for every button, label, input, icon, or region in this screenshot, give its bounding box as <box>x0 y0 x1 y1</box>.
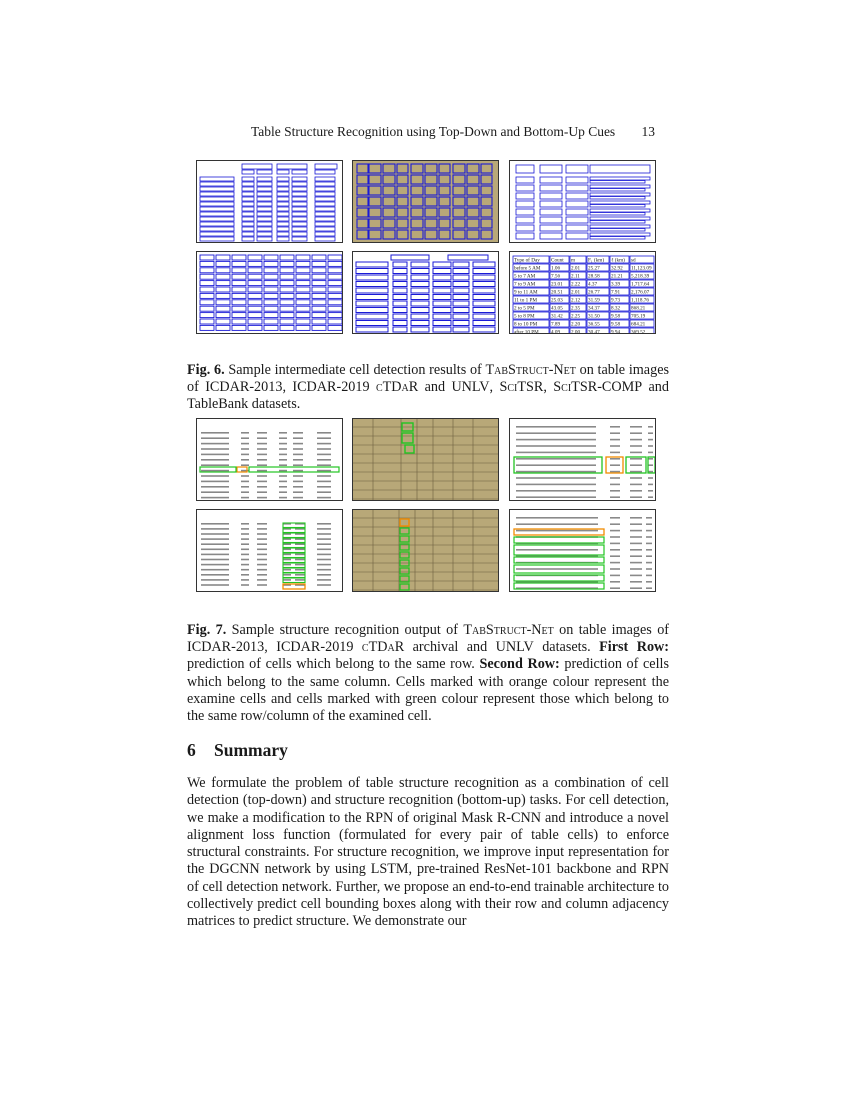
fig6-label: Fig. 6. <box>187 362 225 378</box>
tablebank-cell: 868.21 <box>631 305 646 312</box>
fig7-panel-ctdar-column <box>352 509 499 592</box>
tablebank-cell: 2.22 <box>571 281 581 288</box>
tablebank-cell: 5 to 7 AM <box>514 273 536 280</box>
figure-6 <box>196 160 656 336</box>
fig6-panel-ctdar-detection <box>352 160 499 243</box>
section-heading-summary <box>187 740 288 761</box>
tablebank-cell: 2.11 <box>571 273 580 280</box>
tablebank-cell: 31.50 <box>588 313 600 320</box>
tablebank-cell: 2,176.07 <box>631 289 650 296</box>
tablebank-cell: 2.12 <box>571 297 581 304</box>
tablebank-cell: 31.59 <box>588 297 600 304</box>
tablebank-cell: 684.21 <box>631 321 646 328</box>
tablebank-cell: 2.01 <box>571 289 581 296</box>
first-row-label: First Row: <box>599 639 670 656</box>
fig6-panel-tablebank-detection <box>509 251 656 334</box>
tablebank-cell: after 10 PM <box>514 329 539 334</box>
tablebank-cell: 7 to 9 AM <box>514 281 536 288</box>
tablebank-cell: 7.91 <box>611 289 621 296</box>
tablebank-cell: 9.73 <box>611 297 621 304</box>
section-title: Summary <box>214 740 288 760</box>
tablebank-cell: 11 to 1 PM <box>514 297 538 304</box>
tablebank-cell: 9.58 <box>611 321 621 328</box>
section-number: 6 <box>187 740 196 760</box>
tablebank-cell: 25.27 <box>588 265 600 272</box>
tablebank-cell: 9.58 <box>611 313 621 320</box>
fig6-panel-icdar2013-detection <box>196 160 343 243</box>
tablebank-cell: 705.19 <box>631 313 646 320</box>
tablebank-cell: 2.25 <box>571 313 581 320</box>
tablebank-cell: 5 to 8 PM <box>514 313 535 320</box>
tablebank-cell: 28.58 <box>588 273 600 280</box>
second-row-label: Second Row: <box>479 656 560 673</box>
tablebank-cell: 2.35 <box>571 305 581 312</box>
tablebank-cell: 7.89 <box>551 321 561 328</box>
tablebank-cell: 1,118.76 <box>631 297 649 304</box>
fig7-label: Fig. 7. <box>187 622 227 638</box>
tablebank-cell: 25.03 <box>551 297 563 304</box>
fig7-panel-ctdar-row <box>352 418 499 501</box>
tablebank-cell: 2 to 5 PM <box>514 305 535 312</box>
tablebank-cell: sd <box>631 257 636 264</box>
running-header <box>187 124 669 144</box>
summary-paragraph: We formulate the problem of table structure recognition as a combination of cell detection (top-down) and structure recognition (bottom-up) tasks. For cell detection, we make a modification to the RPN of original Mask R-CNN and introduce a novel alignment loss function (formulated for every pair of table cells) to enforce structural constraints. For structure recognition, we improve input representation for the DGCNN network by using LSTM, pre-trained ResNet-101 backbone and RPN of cell detection network. Further, we propose an end-to-end trainable architecture to collectively predict cell bounding boxes along with their row and column adjacency matrices to predict structure. We demonstrate our <box>187 775 670 930</box>
tablebank-cell: 4.37 <box>588 281 598 288</box>
fig7-panel-icdar2013-column <box>196 509 343 592</box>
tablebank-cell: 9.94 <box>611 329 621 334</box>
tablebank-cell: 1.06 <box>551 265 561 272</box>
tablebank-cell: 9 to 11 AM <box>514 289 538 296</box>
fig6-caption-text: Sample intermediate cell detection results of TabStruct-Net on table images of ICDAR-2013, ICDAR-2019 cTDaR and UNLV, SciTSR, SciTSR-COMP and TableBank datasets. <box>187 362 670 413</box>
tablebank-cell: 3.39 <box>611 281 621 288</box>
tablebank-cell: Type of Day <box>514 257 540 264</box>
fig7-panel-unlv-row <box>509 418 656 501</box>
fig6-panel-unlv-detection <box>509 160 656 243</box>
fig7-panel-icdar2013-row <box>196 418 343 501</box>
tablebank-cell: m <box>571 257 576 264</box>
tablebank-cell: 21.21 <box>611 273 623 280</box>
tablebank-cell: 11,123.09 <box>631 265 652 272</box>
tablebank-cell: 4.09 <box>551 329 561 334</box>
tablebank-cell: 369.52 <box>631 329 646 334</box>
fig6-panel-scitsr-comp-detection <box>352 251 499 334</box>
tablebank-cell: 30.47 <box>588 329 600 334</box>
tablebank-cell: 2.01 <box>571 265 581 272</box>
figure-7-caption: Fig. 7. Sample structure recognition output of TabStruct-Net on table images of ICDAR-2013, ICDAR-2019 cTDaR archival and UNLV datasets. First Row: prediction of cells which belong to the same row. Second Row: prediction of cells which belong to the same column. Cells marked with orange colour represent the examine cells and cells marked with green colour represent those which belong to the same row/column of the examined cell. <box>187 622 670 725</box>
tablebank-cell: 1,717.64 <box>631 281 650 288</box>
tablebank-cell: 20.51 <box>551 289 563 296</box>
tablebank-cell: 34.37 <box>588 305 600 312</box>
tablebank-cell: 32.92 <box>611 265 623 272</box>
tablebank-cell: 7.56 <box>551 273 561 280</box>
tablebank-cell: before 5 AM <box>514 265 541 272</box>
fig6-panel-scitsr-detection <box>196 251 343 334</box>
fig7-panel-unlv-column <box>509 509 656 592</box>
tablebank-cell: F₁ (km) <box>588 257 605 264</box>
running-title: Table Structure Recognition using Top-Down and Bottom-Up Cues <box>251 124 616 139</box>
tablebank-cell: 2.00 <box>571 329 581 334</box>
tablebank-cell: 43.05 <box>551 305 563 312</box>
tablebank-cell: ℓ (km) <box>611 257 625 264</box>
figure-6-caption <box>187 362 669 414</box>
figure-7 <box>196 418 656 594</box>
tablebank-cell: Count <box>551 257 564 264</box>
tablebank-cell: 5,218.39 <box>631 273 650 280</box>
tablebank-cell: 36.55 <box>588 321 600 328</box>
tablebank-cell: 2.20 <box>571 321 581 328</box>
tablebank-cell: 8.32 <box>611 305 621 312</box>
tablebank-cell: 8 to 10 PM <box>514 321 538 328</box>
tablebank-cell: 23.01 <box>551 281 563 288</box>
tablebank-cell: 31.42 <box>551 313 563 320</box>
page-number: 13 <box>641 124 655 139</box>
tablebank-cell: 26.77 <box>588 289 600 296</box>
